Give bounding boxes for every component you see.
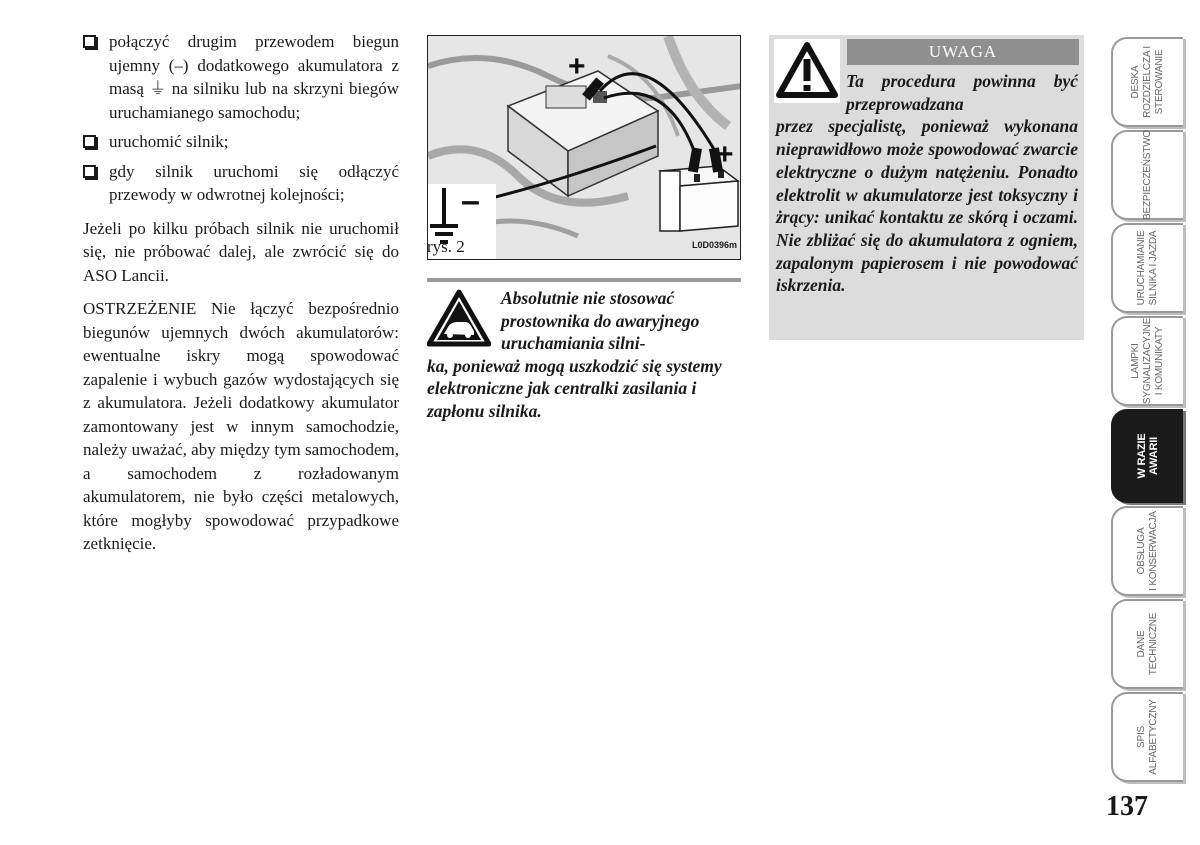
- figure-code: L0D0396m: [692, 240, 738, 250]
- left-column: [83, 30, 399, 556]
- warning-body: Nie łączyć bezpośrednio biegunów ujemnych dwóch akumulatorów: ewentualne iskry mogą spowodować zapalenie i wybuch gazów wydostających się z akumulatora. Jeżeli dodatkowy akumulator zamontowany jest w innym samochodzie, należy uważać, aby między tym samochodem, a samochodem z rozładowanym akumulatorem, nie było części metalowych, które mogłyby spowodować przypadkowe zetknięcie.: [83, 299, 400, 553]
- warning-paragraph: [83, 297, 399, 556]
- tab-label: W RAZIE AWARII: [1136, 433, 1160, 479]
- caution-lines-indented: Ta procedura powinna być przeprowadzana: [846, 71, 1078, 114]
- list-item-text: połączyć drugim przewodem biegun ujemny (–) dodatkowego akumulatora z masą ⏚ na silniku lub na skrzyni biegów uruchamianego samochodu;: [109, 32, 399, 122]
- tab-label: OBSŁUGA I KONSERWACJA: [1136, 511, 1159, 591]
- jump-start-illustration: [427, 35, 741, 260]
- checkbox-bullet-icon: [83, 165, 96, 178]
- tab-label: URUCHAMIANIE SILNIKA I JAZDA: [1136, 230, 1159, 306]
- tab-label: BEZPIECZEŃSTWO: [1142, 130, 1153, 220]
- tab-label: SPIS ALFABETYCZNY: [1136, 699, 1159, 775]
- tab-deska-rozdzielcza[interactable]: [1111, 37, 1183, 127]
- engine-bay-drawing: [428, 36, 741, 260]
- booster-battery: [660, 166, 738, 231]
- tab-label: DESKA ROZDZIELCZA I STEROWANIE: [1130, 46, 1165, 118]
- checkbox-bullet-icon: [83, 35, 96, 48]
- caution-heading: UWAGA: [847, 39, 1079, 65]
- paragraph: Jeżeli po kilku próbach silnik nie uruchomił się, nie próbować dalej, ale zwrócić się do ASO Lancii.: [83, 218, 399, 285]
- tab-dane-techniczne[interactable]: [1111, 599, 1183, 689]
- tab-label: LAMPKI SYGNALIZACYJNE I KOMUNIKATY: [1130, 317, 1165, 405]
- plus-sign: +: [716, 138, 734, 171]
- tab-label: DANE TECHNICZNE: [1136, 612, 1159, 676]
- warning-lead: OSTRZEŻENIE: [83, 299, 197, 318]
- tab-uruchamianie[interactable]: [1111, 223, 1183, 313]
- tab-bezpieczenstwo[interactable]: [1111, 130, 1183, 220]
- caution-lines-full: przez specjalistę, ponieważ wykonana nieprawidłowo może spowodować zwarcie elektryczne o dużym natężeniu. Ponadto elektrolit w akumulatorze jest toksyczny i żrący: unikać kontaktu ze skórą i oczami. Nie zbliżać się do akumulatora z ogniem, zapalonym papierosem i nie powodować iskrzenia.: [776, 116, 1078, 296]
- divider: [427, 278, 741, 282]
- plus-sign: +: [568, 50, 586, 83]
- list-item: [83, 130, 399, 154]
- page-number: 137: [1106, 791, 1148, 822]
- list-item: [83, 30, 399, 124]
- warning-lines-full: ka, ponieważ mogą uszkodzić się systemy elektroniczne jak centralki zasilania i zapłonu silnika.: [427, 355, 722, 421]
- caution-text: [776, 70, 1078, 297]
- warning-lines-indented: Absolutnie nie stosować prostownika do awaryjnego uruchamiania silni-: [501, 288, 700, 353]
- minus-sign: –: [461, 182, 480, 220]
- tab-obsluga[interactable]: [1111, 506, 1183, 596]
- tab-w-razie-awarii[interactable]: [1111, 409, 1183, 503]
- list-item: [83, 160, 399, 207]
- checkbox-bullet-icon: [83, 135, 96, 148]
- warning-text: [427, 287, 741, 422]
- tab-spis-alfabetyczny[interactable]: [1111, 692, 1183, 782]
- figure-caption: rys. 2: [427, 237, 465, 256]
- list-item-text: uruchomić silnik;: [109, 132, 229, 151]
- list-item-text: gdy silnik uruchomi się odłączyć przewody w odwrotnej kolejności;: [109, 161, 399, 204]
- tab-lampki[interactable]: [1111, 316, 1183, 406]
